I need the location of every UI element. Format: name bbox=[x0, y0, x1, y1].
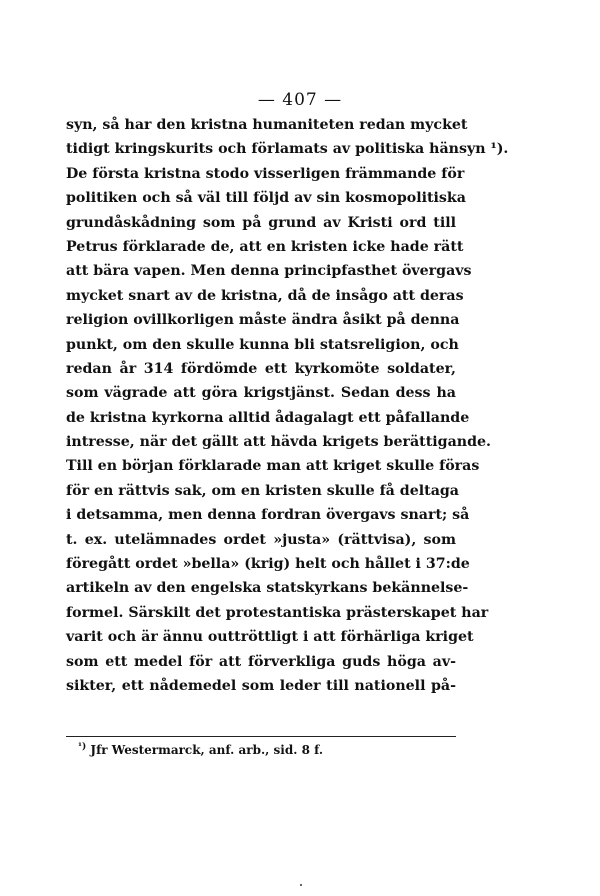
body-text bbox=[66, 113, 509, 698]
text-line: föregått ordet »bella» (krig) helt och hållet i 37:de bbox=[66, 556, 470, 573]
footnote-divider bbox=[66, 736, 456, 737]
text-line: varit och är ännu outtröttligt i att förhärliga kriget bbox=[66, 629, 474, 646]
text-line: Till en början förklarade man att kriget skulle föras bbox=[66, 458, 480, 475]
page-number: — 407 — bbox=[257, 90, 343, 110]
text-line: grundåskådning som på grund av Kristi ord till bbox=[66, 214, 456, 231]
text-line: syn, så har den kristna humaniteten redan mycket bbox=[66, 117, 468, 133]
text-line: politiken och så väl till följd av sin kosmopolitiska bbox=[66, 190, 466, 207]
text-line: i detsamma, men denna fordran övergavs snart; så bbox=[66, 507, 470, 524]
text-line: för en rättvis sak, om en kristen skulle få deltaga bbox=[66, 482, 460, 499]
text-line: artikeln av den engelska statskyrkans bekännelse- bbox=[66, 580, 469, 597]
footnote-marker: ¹) bbox=[78, 742, 87, 752]
text-line: redan år 314 fördömde ett kyrkomöte soldater, bbox=[66, 360, 456, 377]
text-line: punkt, om den skulle kunna bli statsreligion, och bbox=[66, 336, 459, 353]
footnote-text: Jfr Westermarck, anf. arb., sid. 8 f. bbox=[90, 743, 324, 757]
text-line: formel. Särskilt det protestantiska prästerskapet har bbox=[66, 604, 489, 621]
text-line: religion ovillkorligen måste ändra åsikt på denna bbox=[66, 312, 460, 329]
text-line: de kristna kyrkorna alltid ådagalagt ett påfallande bbox=[66, 409, 470, 426]
text-line: tidigt kringskurits och förlamats av politiska hänsyn ¹). bbox=[66, 141, 509, 158]
text-line: sikter, ett nådemedel som leder till nationell på- bbox=[66, 677, 456, 694]
text-line: som vägrade att göra krigstjänst. Sedan dess ha bbox=[66, 385, 456, 402]
text-line: intresse, när det gällt att hävda krigets berättigande. bbox=[66, 434, 491, 451]
footnote bbox=[78, 739, 323, 758]
text-line: mycket snart av de kristna, då de insågo att deras bbox=[66, 287, 464, 304]
speck bbox=[300, 884, 302, 886]
text-line: t. ex. utelämnades ordet »justa» (rättvisa), som bbox=[66, 531, 456, 548]
text-line: som ett medel för att förverkliga guds höga av- bbox=[66, 653, 456, 670]
text-line: Petrus förklarade de, att en kristen icke hade rätt bbox=[66, 238, 464, 255]
text-line: att bära vapen. Men denna principfasthet övergavs bbox=[66, 263, 472, 280]
text-line: De första kristna stodo visserligen främmande för bbox=[66, 165, 465, 182]
